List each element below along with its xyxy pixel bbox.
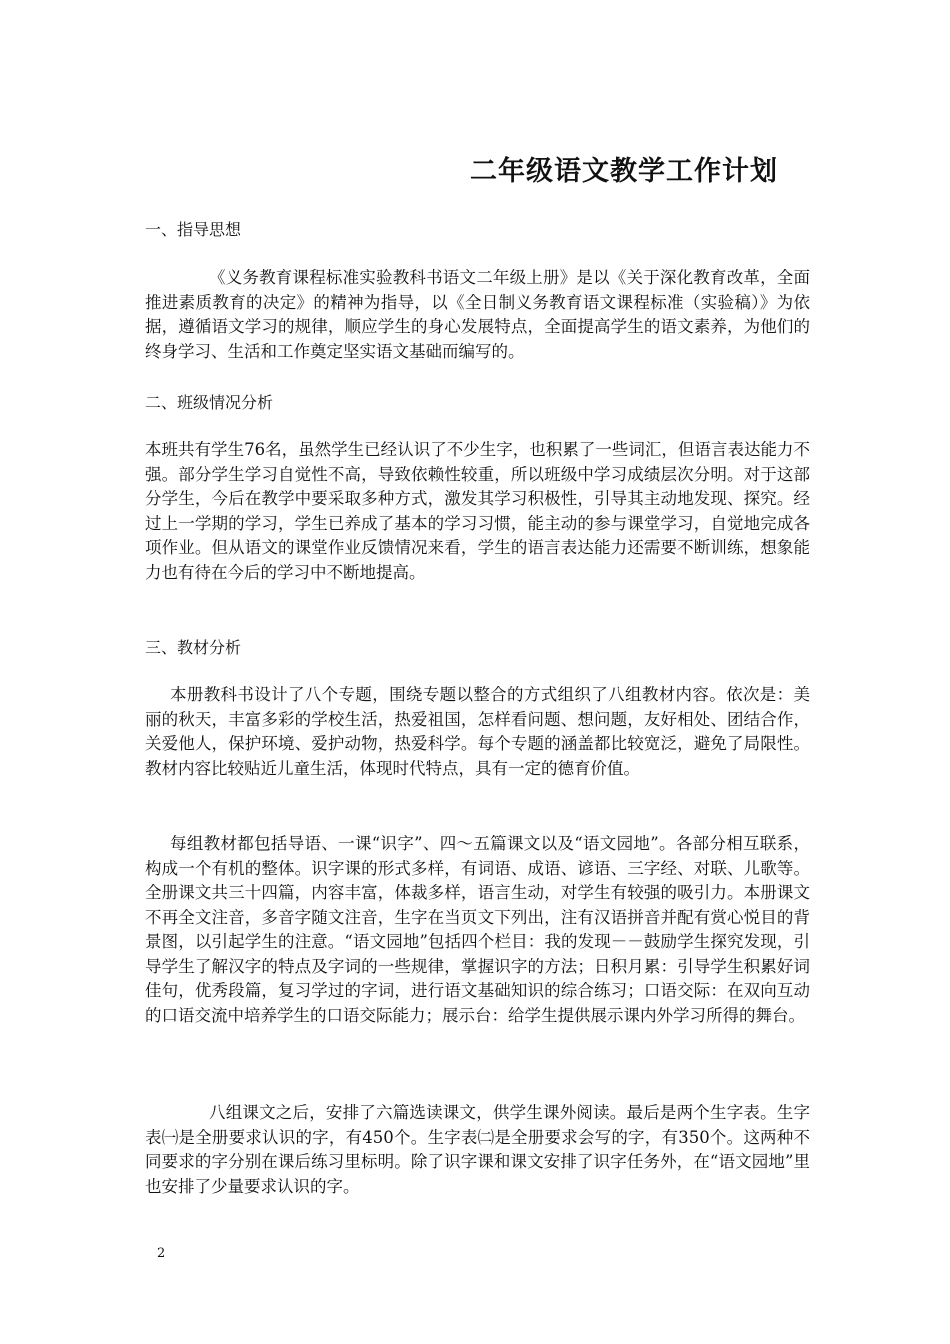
paragraph-class-analysis: 本班共有学生76名，虽然学生已经认识了不少生字，也积累了一些词汇，但语言表达能力不强。部分学生学习自觉性不高，导致依赖性较重，所以班级中学习成绩层次分明。对于这部分学生，今后在教学中要采取多种方式，激发其学习积极性，引导其主动地发现、探究。经过上一学期的学习，学生已养成了基本的学习习惯，能主动的参与课堂学习，自觉地完成各项作业。但从语文的课堂作业反馈情况来看，学生的语言表达能力还需要不断训练，想象能力也有待在今后的学习中不断地提高。 <box>145 440 810 582</box>
paragraph-textbook-structure: 每组教材都包括导语、一课“识字”、四～五篇课文以及“语文园地”。各部分相互联系，构成一个有机的整体。识字课的形式多样，有词语、成语、谚语、三字经、对联、儿歌等。全册课文共三十四篇，内容丰富，体裁多样，语言生动，对学生有较强的吸引力。本册课文不再全文注音，多音字随文注音，生字在当页文下列出，注有汉语拼音并配有赏心悦目的背景图，以引起学生的注意。“语文园地”包括四个栏目：我的发现－－鼓励学生探究发现，引导学生了解汉字的特点及字词的一些规律，掌握识字的方法；日积月累：引导学生积累好词佳句，优秀段篇，复习学过的字词，进行语文基础知识的综合练习；口语交际：在双向互动的口语交流中培养学生的口语交际能力；展示台：给学生提供展示课内外学习所得的舞台。 <box>145 834 810 1025</box>
paragraph-textbook-topics: 本册教科书设计了八个专题，围绕专题以整合的方式组织了八组教材内容。依次是：美丽的秋天，丰富多彩的学校生活，热爱祖国，怎样看问题、想问题，友好相处、团结合作，关爱他人，保护环境、爱护动物，热爱科学。每个专题的涵盖都比较宽泛，避免了局限性。教材内容比较贴近儿童生活，体现时代特点，具有一定的德育价值。 <box>145 685 810 778</box>
paragraph-character-tables: 八组课文之后，安排了六篇选读课文，供学生课外阅读。最后是两个生字表。生字表㈠是全册要求认识的字，有450个。生字表㈡是全册要求会写的字，有350个。这两种不同要求的字分别在课后练习里标明。除了识字课和课文安排了识字任务外，在“语文园地”里也安排了少量要求认识的字。 <box>145 1103 810 1196</box>
paragraph-guiding-ideology: 《义务教育课程标准实验教科书语文二年级上册》是以《关于深化教育改革，全面推进素质教育的决定》的精神为指导，以《全日制义务教育语文课程标准（实验稿）》为依据，遵循语文学习的规律，顺应学生的身心发展特点，全面提高学生的语文素养，为他们的终身学习、生活和工作奠定坚实语文基础而编写的。 <box>145 268 810 361</box>
section-heading-textbook-analysis: 三、教材分析 <box>145 638 242 657</box>
page-number: 2 <box>157 1246 166 1261</box>
section-heading-class-analysis: 二、班级情况分析 <box>145 393 274 412</box>
document-title: 二年级语文教学工作计划 <box>470 156 778 187</box>
section-heading-guiding-ideology: 一、指导思想 <box>145 220 242 239</box>
